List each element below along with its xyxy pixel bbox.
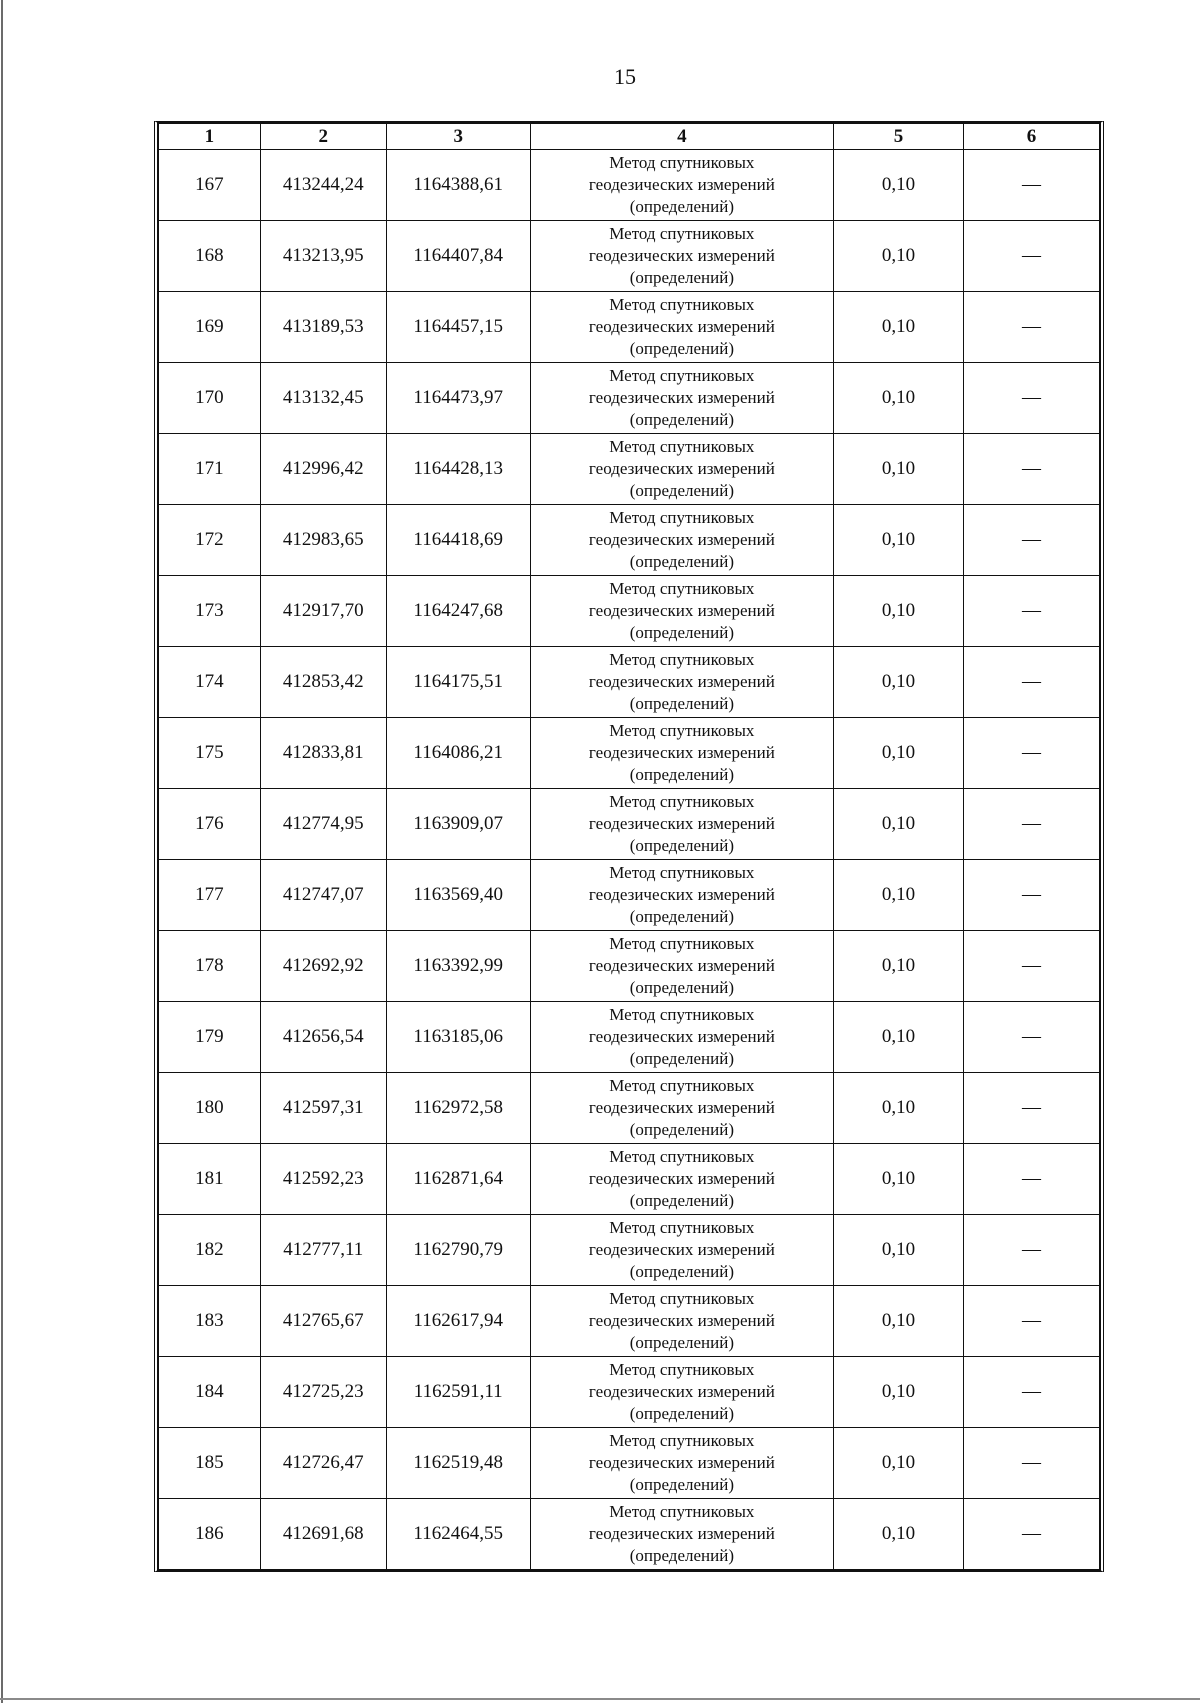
note-dash: — [1021, 884, 1041, 905]
cell-accuracy: 0,10 [833, 363, 963, 434]
note-dash: — [1021, 1452, 1041, 1473]
method-line: геодезических измерений [588, 246, 775, 265]
note-dash: — [1021, 1097, 1041, 1118]
method-line: Метод спутниковых [609, 721, 755, 740]
method-line: Метод спутниковых [609, 224, 755, 243]
cell-method [530, 647, 833, 718]
method-line: геодезических измерений [588, 175, 775, 194]
method-line: геодезических измерений [588, 1098, 775, 1117]
cell-note [963, 718, 1099, 789]
cell-coordinate-x: 413244,24 [260, 150, 386, 221]
cell-note [963, 1144, 1099, 1215]
method-line: геодезических измерений [588, 317, 775, 336]
note-dash: — [1021, 955, 1041, 976]
cell-coordinate-y: 1162871,64 [386, 1144, 530, 1215]
table-row [159, 1357, 1100, 1428]
note-dash: — [1021, 742, 1041, 763]
method-line: геодезических измерений [588, 743, 775, 762]
cell-coordinate-x: 412725,23 [260, 1357, 386, 1428]
method-line: геодезических измерений [588, 885, 775, 904]
cell-accuracy: 0,10 [833, 1073, 963, 1144]
method-line: геодезических измерений [588, 1524, 775, 1543]
cell-coordinate-x: 412726,47 [260, 1428, 386, 1499]
method-line: (определений) [629, 410, 734, 429]
cell-note [963, 647, 1099, 718]
cell-coordinate-x: 412777,11 [260, 1215, 386, 1286]
table-row [159, 1073, 1100, 1144]
cell-point-number: 186 [159, 1499, 261, 1570]
cell-coordinate-x: 412692,92 [260, 931, 386, 1002]
cell-coordinate-x: 412983,65 [260, 505, 386, 576]
method-line: Метод спутниковых [609, 1005, 755, 1024]
method-line: (определений) [629, 1404, 734, 1423]
cell-method [530, 576, 833, 647]
page-number: 15 [614, 64, 636, 89]
cell-method [530, 1215, 833, 1286]
cell-point-number: 168 [159, 221, 261, 292]
cell-accuracy: 0,10 [833, 789, 963, 860]
method-line: (определений) [629, 765, 734, 784]
method-line: Метод спутниковых [609, 1431, 755, 1450]
cell-coordinate-x: 412592,23 [260, 1144, 386, 1215]
header-col-1: 1 [159, 124, 261, 150]
cell-accuracy: 0,10 [833, 718, 963, 789]
table-row [159, 718, 1100, 789]
note-dash: — [1021, 813, 1041, 834]
method-line: Метод спутниковых [609, 650, 755, 669]
table-row [159, 221, 1100, 292]
cell-note [963, 434, 1099, 505]
cell-point-number: 183 [159, 1286, 261, 1357]
cell-coordinate-y: 1163185,06 [386, 1002, 530, 1073]
cell-method [530, 221, 833, 292]
method-line: Метод спутниковых [609, 1502, 755, 1521]
cell-accuracy: 0,10 [833, 292, 963, 363]
cell-note [963, 292, 1099, 363]
cell-coordinate-y: 1164247,68 [386, 576, 530, 647]
cell-coordinate-x: 412747,07 [260, 860, 386, 931]
cell-accuracy: 0,10 [833, 505, 963, 576]
cell-accuracy: 0,10 [833, 1286, 963, 1357]
note-dash: — [1021, 1239, 1041, 1260]
cell-coordinate-y: 1164407,84 [386, 221, 530, 292]
note-dash: — [1021, 316, 1041, 337]
cell-method [530, 931, 833, 1002]
cell-note [963, 860, 1099, 931]
cell-note [963, 576, 1099, 647]
cell-accuracy: 0,10 [833, 1357, 963, 1428]
cell-accuracy: 0,10 [833, 1499, 963, 1570]
cell-accuracy: 0,10 [833, 434, 963, 505]
cell-coordinate-x: 412853,42 [260, 647, 386, 718]
table-row [159, 789, 1100, 860]
method-line: Метод спутниковых [609, 437, 755, 456]
method-line: Метод спутниковых [609, 1218, 755, 1237]
cell-coordinate-y: 1164457,15 [386, 292, 530, 363]
cell-point-number: 173 [159, 576, 261, 647]
method-line: геодезических измерений [588, 1169, 775, 1188]
method-line: (определений) [629, 694, 734, 713]
cell-accuracy: 0,10 [833, 931, 963, 1002]
cell-note [963, 1073, 1099, 1144]
method-line: Метод спутниковых [609, 1076, 755, 1095]
cell-point-number: 170 [159, 363, 261, 434]
note-dash: — [1021, 1026, 1041, 1047]
method-line: (определений) [629, 1049, 734, 1068]
cell-coordinate-y: 1162464,55 [386, 1499, 530, 1570]
cell-accuracy: 0,10 [833, 1215, 963, 1286]
note-dash: — [1021, 1310, 1041, 1331]
method-line: геодезических измерений [588, 388, 775, 407]
cell-coordinate-y: 1164175,51 [386, 647, 530, 718]
table-row [159, 931, 1100, 1002]
cell-coordinate-x: 412833,81 [260, 718, 386, 789]
cell-accuracy: 0,10 [833, 1002, 963, 1073]
cell-coordinate-y: 1164473,97 [386, 363, 530, 434]
note-dash: — [1021, 174, 1041, 195]
cell-coordinate-x: 413213,95 [260, 221, 386, 292]
method-line: (определений) [629, 1333, 734, 1352]
method-line: Метод спутниковых [609, 1360, 755, 1379]
cell-method [530, 505, 833, 576]
cell-note [963, 150, 1099, 221]
method-line: геодезических измерений [588, 672, 775, 691]
method-line: (определений) [629, 268, 734, 287]
cell-coordinate-x: 413132,45 [260, 363, 386, 434]
cell-point-number: 181 [159, 1144, 261, 1215]
cell-coordinate-x: 413189,53 [260, 292, 386, 363]
cell-point-number: 182 [159, 1215, 261, 1286]
cell-coordinate-y: 1163392,99 [386, 931, 530, 1002]
method-line: (определений) [629, 907, 734, 926]
cell-coordinate-y: 1163909,07 [386, 789, 530, 860]
method-line: Метод спутниковых [609, 508, 755, 527]
cell-coordinate-y: 1164388,61 [386, 150, 530, 221]
cell-point-number: 175 [159, 718, 261, 789]
method-line: Метод спутниковых [609, 579, 755, 598]
method-line: (определений) [629, 339, 734, 358]
method-line: Метод спутниковых [609, 366, 755, 385]
cell-method [530, 860, 833, 931]
method-line: Метод спутниковых [609, 1147, 755, 1166]
cell-method [530, 1073, 833, 1144]
cell-point-number: 167 [159, 150, 261, 221]
note-dash: — [1021, 529, 1041, 550]
method-line: геодезических измерений [588, 814, 775, 833]
cell-accuracy: 0,10 [833, 576, 963, 647]
cell-point-number: 184 [159, 1357, 261, 1428]
cell-point-number: 176 [159, 789, 261, 860]
cell-coordinate-y: 1162972,58 [386, 1073, 530, 1144]
note-dash: — [1021, 245, 1041, 266]
method-line: (определений) [629, 978, 734, 997]
cell-coordinate-y: 1164418,69 [386, 505, 530, 576]
method-line: (определений) [629, 1262, 734, 1281]
method-line: (определений) [629, 481, 734, 500]
method-line: геодезических измерений [588, 1027, 775, 1046]
cell-note [963, 1499, 1099, 1570]
cell-method [530, 1428, 833, 1499]
method-line: (определений) [629, 1546, 734, 1565]
method-line: (определений) [629, 836, 734, 855]
cell-point-number: 185 [159, 1428, 261, 1499]
cell-note [963, 931, 1099, 1002]
cell-note [963, 221, 1099, 292]
cell-coordinate-y: 1162617,94 [386, 1286, 530, 1357]
note-dash: — [1021, 600, 1041, 621]
table-row [159, 363, 1100, 434]
method-line: (определений) [629, 1191, 734, 1210]
cell-coordinate-x: 412996,42 [260, 434, 386, 505]
cell-method [530, 1499, 833, 1570]
cell-coordinate-x: 412917,70 [260, 576, 386, 647]
cell-method [530, 434, 833, 505]
method-line: Метод спутниковых [609, 792, 755, 811]
header-col-6: 6 [963, 124, 1099, 150]
method-line: геодезических измерений [588, 530, 775, 549]
cell-method [530, 1286, 833, 1357]
cell-point-number: 172 [159, 505, 261, 576]
cell-coordinate-y: 1163569,40 [386, 860, 530, 931]
cell-note [963, 789, 1099, 860]
table-row [159, 150, 1100, 221]
cell-accuracy: 0,10 [833, 221, 963, 292]
cell-note [963, 1215, 1099, 1286]
cell-accuracy: 0,10 [833, 1144, 963, 1215]
method-line: (определений) [629, 1475, 734, 1494]
cell-accuracy: 0,10 [833, 647, 963, 718]
cell-point-number: 171 [159, 434, 261, 505]
cell-note [963, 505, 1099, 576]
table-row [159, 1499, 1100, 1570]
cell-accuracy: 0,10 [833, 860, 963, 931]
cell-note [963, 363, 1099, 434]
method-line: геодезических измерений [588, 1240, 775, 1259]
cell-coordinate-x: 412774,95 [260, 789, 386, 860]
cell-coordinate-x: 412765,67 [260, 1286, 386, 1357]
cell-point-number: 179 [159, 1002, 261, 1073]
cell-point-number: 177 [159, 860, 261, 931]
table-row [159, 1002, 1100, 1073]
cell-method [530, 789, 833, 860]
cell-accuracy: 0,10 [833, 1428, 963, 1499]
table-row [159, 505, 1100, 576]
cell-method [530, 1357, 833, 1428]
coordinates-table [154, 121, 1104, 1572]
table-row [159, 647, 1100, 718]
method-line: геодезических измерений [588, 459, 775, 478]
method-line: Метод спутниковых [609, 863, 755, 882]
method-line: Метод спутниковых [609, 934, 755, 953]
table-body [159, 150, 1100, 1570]
table-header-row [159, 124, 1100, 150]
table-row [159, 434, 1100, 505]
header-col-3: 3 [386, 124, 530, 150]
table-row [159, 576, 1100, 647]
method-line: геодезических измерений [588, 601, 775, 620]
cell-method [530, 150, 833, 221]
table-row [159, 292, 1100, 363]
method-line: геодезических измерений [588, 1382, 775, 1401]
cell-coordinate-x: 412691,68 [260, 1499, 386, 1570]
header-col-2: 2 [260, 124, 386, 150]
cell-note [963, 1428, 1099, 1499]
cell-method [530, 363, 833, 434]
cell-method [530, 1144, 833, 1215]
scan-edge-left [1, 0, 3, 1703]
cell-coordinate-y: 1162591,11 [386, 1357, 530, 1428]
cell-point-number: 169 [159, 292, 261, 363]
cell-note [963, 1357, 1099, 1428]
header-col-4: 4 [530, 124, 833, 150]
note-dash: — [1021, 671, 1041, 692]
header-col-5: 5 [833, 124, 963, 150]
method-line: Метод спутниковых [609, 295, 755, 314]
cell-coordinate-x: 412656,54 [260, 1002, 386, 1073]
method-line: геодезических измерений [588, 956, 775, 975]
cell-note [963, 1002, 1099, 1073]
cell-coordinate-x: 412597,31 [260, 1073, 386, 1144]
coordinates-table-grid [158, 123, 1100, 1570]
method-line: (определений) [629, 1120, 734, 1139]
cell-point-number: 178 [159, 931, 261, 1002]
note-dash: — [1021, 458, 1041, 479]
method-line: Метод спутниковых [609, 1289, 755, 1308]
cell-coordinate-y: 1162790,79 [386, 1215, 530, 1286]
cell-point-number: 180 [159, 1073, 261, 1144]
note-dash: — [1021, 1381, 1041, 1402]
cell-point-number: 174 [159, 647, 261, 718]
cell-method [530, 292, 833, 363]
cell-coordinate-y: 1164086,21 [386, 718, 530, 789]
note-dash: — [1021, 1523, 1041, 1544]
note-dash: — [1021, 387, 1041, 408]
scan-edge-bottom [0, 1698, 1200, 1700]
method-line: (определений) [629, 552, 734, 571]
cell-coordinate-y: 1164428,13 [386, 434, 530, 505]
method-line: геодезических измерений [588, 1453, 775, 1472]
method-line: (определений) [629, 623, 734, 642]
cell-accuracy: 0,10 [833, 150, 963, 221]
table-row [159, 1428, 1100, 1499]
cell-coordinate-y: 1162519,48 [386, 1428, 530, 1499]
method-line: (определений) [629, 197, 734, 216]
cell-method [530, 718, 833, 789]
method-line: геодезических измерений [588, 1311, 775, 1330]
method-line: Метод спутниковых [609, 153, 755, 172]
table-row [159, 1286, 1100, 1357]
cell-method [530, 1002, 833, 1073]
table-row [159, 1215, 1100, 1286]
note-dash: — [1021, 1168, 1041, 1189]
table-row [159, 1144, 1100, 1215]
table-row [159, 860, 1100, 931]
cell-note [963, 1286, 1099, 1357]
